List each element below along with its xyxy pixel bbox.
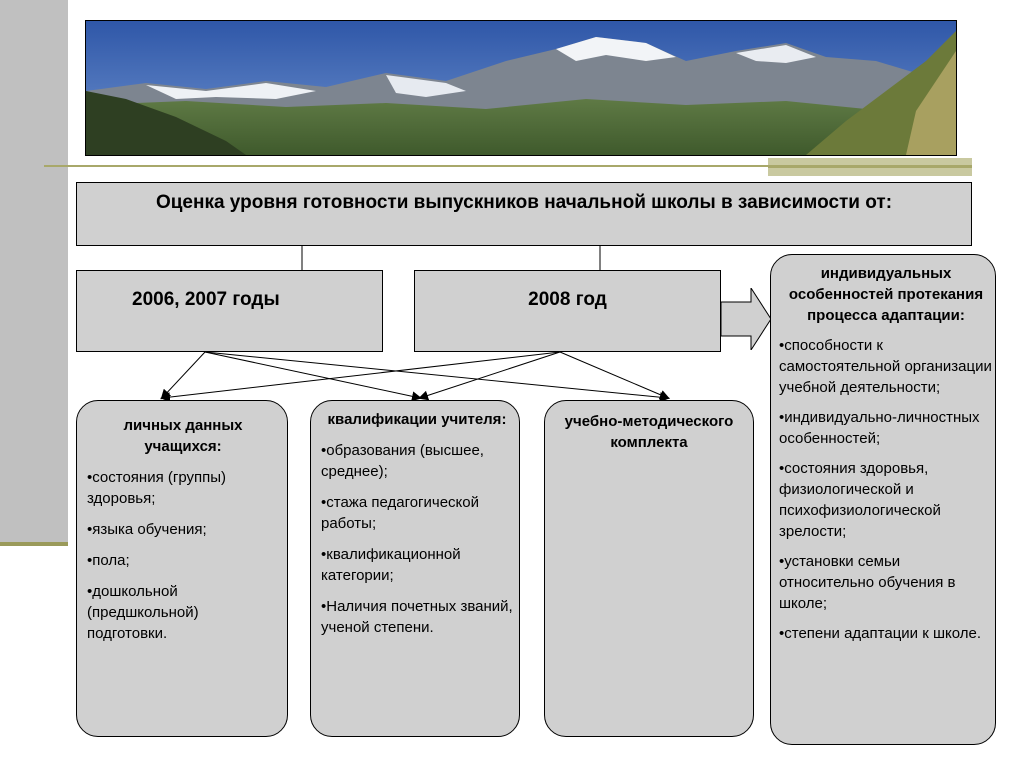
factor-item: •состояния (группы) здоровья; bbox=[87, 469, 227, 507]
factor-heading: учебно-методического комплекта bbox=[564, 413, 734, 451]
factor-box-personal-data bbox=[76, 400, 288, 737]
factor-box-teacher-qualification bbox=[310, 400, 520, 737]
factor-item: •установки семьи относительно обучения в школе; bbox=[779, 553, 956, 612]
year-box-2008 bbox=[414, 270, 721, 352]
factor-box-teaching-kit bbox=[544, 400, 754, 737]
year-label: 2006, 2007 годы bbox=[132, 289, 280, 310]
factor-item: •способности к самостоятельной организации учебной деятельности; bbox=[779, 337, 992, 396]
factor-item: •стажа педагогической работы; bbox=[321, 494, 480, 532]
factor-item: •пола; bbox=[87, 552, 130, 569]
factor-heading: личных данных учащихся: bbox=[123, 417, 243, 455]
factor-item: •степени адаптации к школе. bbox=[779, 625, 981, 642]
factor-item: •дошкольной (предшкольной) подготовки. bbox=[87, 583, 199, 642]
factor-box-adaptation bbox=[770, 254, 996, 745]
factor-heading: квалификации учителя: bbox=[327, 411, 507, 428]
diagram-title: Оценка уровня готовности выпускников начальной школы в зависимости от: bbox=[155, 192, 893, 213]
title-box bbox=[76, 182, 972, 246]
block-arrow-right bbox=[721, 288, 773, 350]
year-box-2006-2007 bbox=[76, 270, 383, 352]
factor-heading: индивидуальных особенностей протекания процесса адаптации: bbox=[788, 265, 984, 324]
year-label: 2008 год bbox=[528, 289, 607, 310]
factor-item: •Наличия почетных званий, ученой степени. bbox=[321, 598, 513, 636]
factor-item: •образования (высшее, среднее); bbox=[321, 442, 484, 480]
factor-item: •состояния здоровья, физиологической и психофизиологической зрелости; bbox=[779, 460, 941, 540]
factor-item: •языка обучения; bbox=[87, 521, 207, 538]
factor-item: •квалификационной категории; bbox=[321, 546, 461, 584]
factor-item: •индивидуально-личностных особенностей; bbox=[779, 409, 980, 447]
